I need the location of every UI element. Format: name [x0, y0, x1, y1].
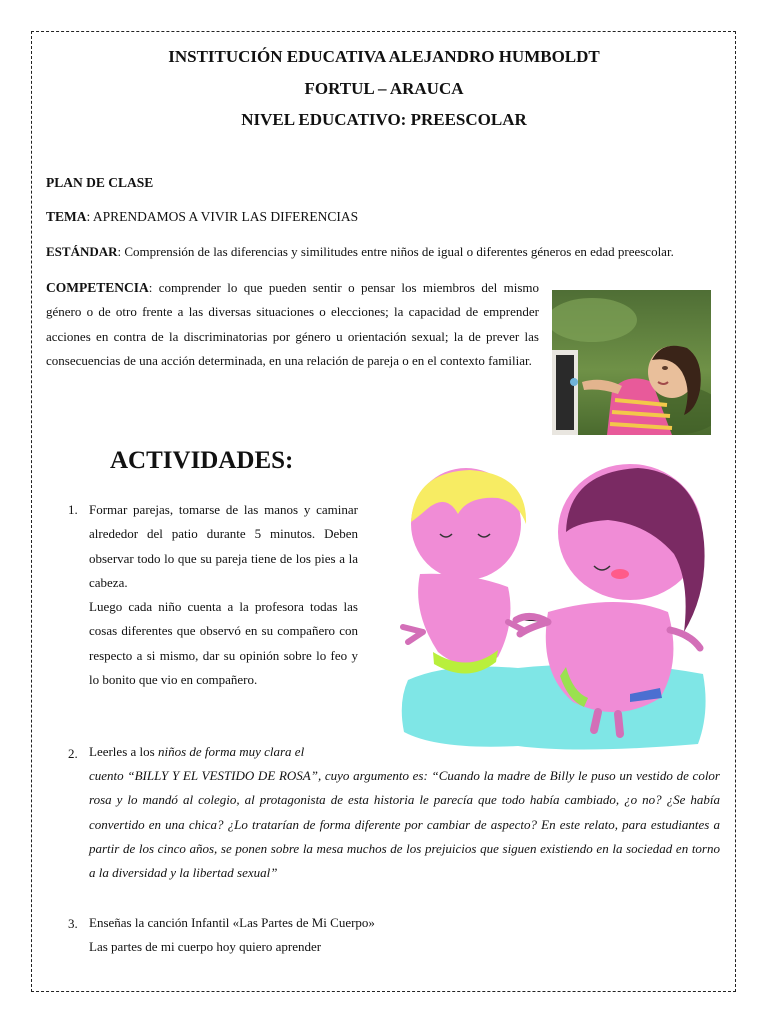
activity-3-number: 3. — [68, 916, 78, 931]
estandar-label: ESTÁNDAR — [46, 244, 118, 259]
education-level: NIVEL EDUCATIVO: PREESCOLAR — [241, 110, 527, 129]
tema-label: TEMA — [46, 209, 87, 224]
competencia-label: COMPETENCIA — [46, 280, 149, 295]
activity-1-paragraph-1: Formar parejas, tomarse de las manos y caminar alrededor del patio durante 5 minutos. Deben observar todo lo que su pareja tiene de los pies a la cabeza. — [89, 502, 358, 590]
activity-2-story: cuento “BILLY Y EL VESTIDO DE ROSA”, cuyo argumento es: “Cuando la madre de Billy le puso un vestido de color rosa y lo mandó al colegio, al protagonista de esta historia le parecía que todo había cambiado, ¿o no? ¿Se había convertido en una chica? ¿Lo tratarían de forma diferente por cambiar de aspecto? En este relato, para estudiantes a partir de los cinco años, se ponen sobre la mesa muchos de los prejuicios que siguen existiendo en la sociedad en torno a la diversidad y la libertad sexual” — [89, 768, 720, 881]
activities-title: ACTIVIDADES: — [110, 447, 294, 474]
activity-3-line-2: Las partes de mi cuerpo hoy quiero aprender — [89, 939, 322, 955]
activity-3-text — [89, 911, 589, 960]
location: FORTUL – ARAUCA — [304, 79, 464, 98]
competencia-paragraph — [46, 276, 539, 373]
plan-title: PLAN DE CLASE — [46, 175, 154, 190]
tema-line — [46, 209, 358, 225]
estandar-text: : Comprensión de las diferencias y similitudes entre niños de igual o diferentes géneros en edad preescolar. — [117, 244, 674, 259]
activity-3-line-1: Enseñas la canción Infantil «Las Partes de Mi Cuerpo» — [89, 915, 375, 930]
estandar-line — [46, 244, 674, 260]
activity-2-lead-text: Leerles a los — [89, 744, 158, 759]
tema-text: : APRENDAMOS A VIVIR LAS DIFERENCIAS — [86, 209, 359, 224]
competencia-text: : comprender lo que pueden sentir o pensar los miembros del mismo género o de otro frente a las diversas situaciones o elecciones; la capacidad de emprender acciones en contra de la discriminatorias por género u orientación sexual; la de prever las consecuencias de una acción determinada, en una relación de pareja o en el contexto familiar. — [46, 280, 539, 368]
activity-2-lead-italic: niños de forma muy clara el — [157, 744, 305, 759]
children-illustration — [398, 462, 710, 750]
activity-2-lead — [89, 740, 357, 764]
activity-1-text — [89, 498, 358, 692]
activity-1-number: 1. — [68, 502, 78, 517]
girl-photo — [552, 290, 711, 435]
institution-name: INSTITUCIÓN EDUCATIVA ALEJANDRO HUMBOLDT — [168, 47, 600, 66]
activity-1-paragraph-2: Luego cada niño cuenta a la profesora todas las cosas diferentes que observó en su compañero con respecto a si mismo, dar su opinión sobre lo feo y lo bonito que vio en compañero. — [89, 599, 358, 688]
activity-2-number: 2. — [68, 746, 78, 761]
